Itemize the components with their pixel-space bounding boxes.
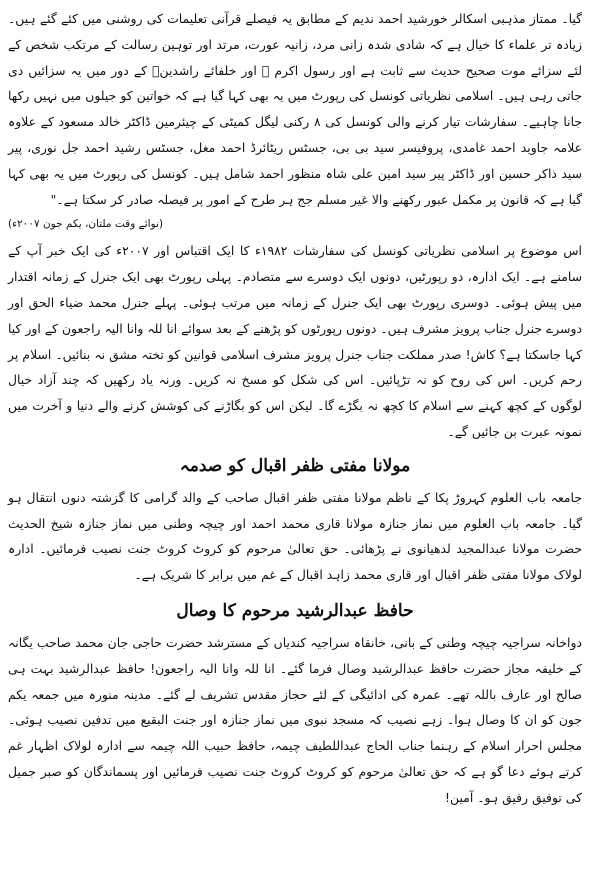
- heading-mufti-zafar-iqbal: مولانا مفتی ظفر اقبال کو صدمہ: [179, 455, 411, 476]
- paragraph-editorial-comment: اس موضوع پر اسلامی نظریاتی کونسل کی سفارشات ۱۹۸۲ء کا ایک اقتباس اور ۲۰۰۷ء کی ایک خبر آپ کے سامنے ہے۔ ایک ادارہ، دو رپورٹیں، دونوں ایک دوسرے سے متصادم۔ پہلی رپورٹ بھی ایک جنرل کے زمانہ اقتدار میں پیش ہوئی۔ دوسری رپورٹ بھی ایک جنرل کے زمانہ میں مرتب ہوئی۔ پہلے جنرل محمد ضیاء الحق اور دوسرے جنرل جناب پرویز مشرف ہیں۔ دونوں رپورٹوں کو پڑھنے کے بعد سوائے انا للہ وانا الیہ راجعون کے اور کیا کہا جاسکتا ہے؟ کاش! صدر مملکت جناب جنرل پرویز مشرف اسلامی قوانین کو تختہ مشق نہ بنائیں۔ اسلام پر رحم کریں۔ اس کی روح کو نہ تڑپائیں۔ اس کی شکل کو مسخ نہ کریں۔ ورنہ یاد رکھیں کہ چند آزاد خیال لوگوں کے کچھ کہنے سے اسلام کا کچھ نہ بگڑے گا۔ لیکن اس کو بگاڑنے کی کوشش کرنے والے دنیا و آخرت میں نمونہ عبرت بن جائیں گے۔: [8, 243, 582, 439]
- paragraph-condolence-zafar-iqbal: جامعہ باب العلوم کہروڑ پکا کے ناظم مولانا مفتی ظفر اقبال صاحب کے والد گرامی کا گزشتہ دنوں انتقال ہو گیا۔ جامعہ باب العلوم میں نماز جنازہ مولانا قاری محمد احمد اور چیچہ وطنی میں نماز جنازہ شیخ الحدیث حضرت مولانا عبدالمجید لدھیانوی نے پڑھائی۔ حق تعالیٰ مرحوم کو کروٹ کروٹ جنت نصیب فرمائیں۔ ادارہ لولاک مولانا مفتی ظفر اقبال اور قاری محمد زاہد اقبال کے غم میں برابر کا شریک ہے۔: [8, 489, 582, 583]
- paragraph-council-report: گیا۔ ممتاز مذہبی اسکالر خورشید احمد ندیم کے مطابق یہ فیصلے قرآنی تعلیمات کی روشنی میں کئے گئے ہیں۔ زیادہ تر علماء کا خیال ہے کہ شادی شدہ زانی مرد، زانیہ عورت، مرتد اور توہین رسالت کے مرتکب شخص کے لئے سزائے موت صحیح حدیث سے ثابت ہے اور رسول اکرم ﷺ اور خلفائے راشدینؓ کے دور میں یہ سزائیں دی جاتی رہی ہیں۔ اسلامی نظریاتی کونسل کی رپورٹ میں یہ بھی کہا گیا ہے کہ خواتین کو جیلوں میں نہیں رکھا جانا چاہیے۔ سفارشات تیار کرنے والی کونسل کی ۸ رکنی لیگل کمیٹی کے چیئرمین ڈاکٹر خالد مسعود کے علاوہ علامہ جاوید احمد غامدی، پروفیسر سید بی بی، جسٹس ریٹائرڈ احمد مغل، جسٹس رشید احمد جل نوری، پیر سید ذاکر حسین اور ڈاکٹر پیر سید امین علی شاہ منظور احمد شامل ہیں۔ کونسل کی رپورٹ میں یہ بھی کہا گیا ہے کہ قانون پر مکمل عبور رکھنے والا غیر مسلم جج ہر طرح کے امور پر فیصلہ صادر کر سکتا ہے۔": [8, 11, 583, 207]
- heading-hafiz-abdul-rasheed: حافظ عبدالرشید مرحوم کا وصال: [176, 600, 414, 621]
- newspaper-citation: (نوائے وقت ملتان، یکم جون ۲۰۰۷ء): [8, 218, 164, 231]
- urdu-article-page: [8, 6, 582, 884]
- paragraph-obituary-abdul-rasheed: دواخانہ سراجیہ چیچہ وطنی کے بانی، خانقاہ سراجیہ کندیاں کے مسترشد حضرت حاجی جان محمد صاحب یگانہ کے خلیفہ مجاز حضرت حافظ عبدالرشید وصال فرما گئے۔ انا للہ وانا الیہ راجعون! حافظ عبدالرشید بہت ہی صالح اور عارف باللہ تھے۔ عمرہ کی ادائیگی کے لئے حجاز مقدس تشریف لے گئے۔ مدینہ منورہ میں جمعہ یکم جون کو ان کا وصال ہوا۔ زہے نصیب کہ مسجد نبوی میں نماز جنازہ اور جنت البقیع میں تدفین نصیب ہوئی۔ مجلس احرار اسلام کے رہنما جناب الحاج عبداللطیف چیمہ، حافظ حبیب اللہ چیمہ سے ادارہ لولاک اظہار غم کرتے ہوئے دعا گو ہے کہ حق تعالیٰ مرحوم کو کروٹ کروٹ جنت نصیب فرمائیں اور پسماندگان کو صبر جمیل کی توفیق رفیق ہو۔ آمین!: [8, 634, 582, 805]
